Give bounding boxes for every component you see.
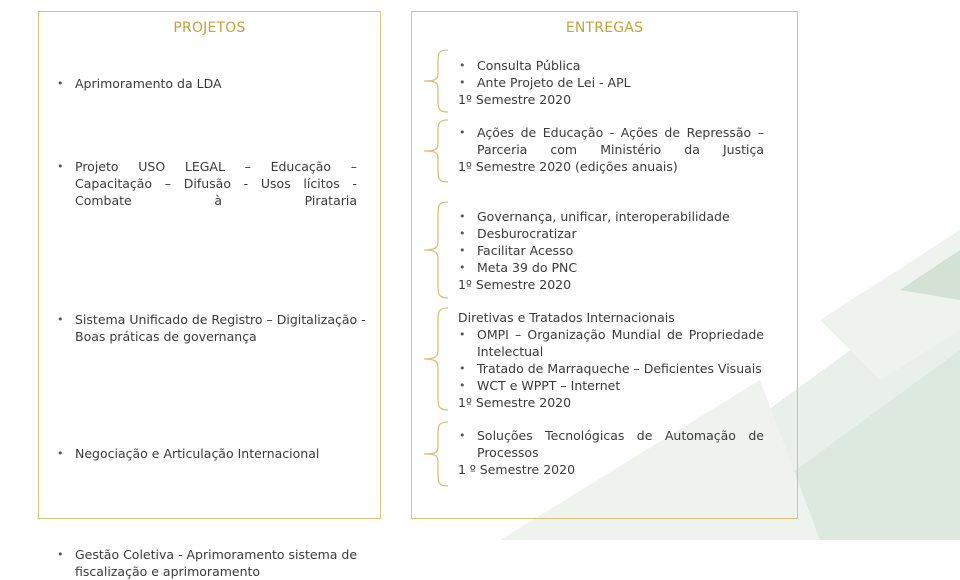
entrega-group-2 — [458, 124, 764, 175]
brace-5 — [420, 420, 450, 488]
projeto-item-1-text: Aprimoramento da LDA — [75, 76, 222, 91]
entrega-1-bullet-2: • Ante Projeto de Lei - APL — [458, 74, 768, 91]
entrega-5-footer: 1 º Semestre 2020 — [458, 462, 576, 477]
brace-3 — [420, 200, 450, 300]
entrega-4-footer: 1º Semestre 2020 — [458, 395, 572, 410]
entrega-group-3 — [458, 208, 768, 293]
entrega-3-footer: 1º Semestre 2020 — [458, 277, 572, 292]
entrega-3-bullet-4: • Meta 39 do PNC — [458, 259, 768, 276]
projeto-item-4 — [56, 445, 375, 462]
projeto-item-3 — [56, 311, 375, 345]
entrega-5-bullet-1: • Soluções Tecnológicas de Automação de Processos — [458, 427, 764, 461]
entrega-4-bullet-2: • Tratado de Marraqueche – Deficientes Visuais — [458, 360, 764, 377]
entrega-2-bullet-1: • Ações de Educação - Ações de Repressão – Parceria com Ministério da Justiça — [458, 124, 764, 158]
entrega-3-bullet-3: • Facilitar Acesso — [458, 242, 768, 259]
brace-1 — [420, 48, 450, 114]
projeto-item-1 — [56, 75, 375, 92]
entregas-title: ENTREGAS — [565, 20, 644, 36]
projeto-item-5 — [56, 546, 375, 580]
entrega-3-bullet-2: • Desburocratizar — [458, 225, 768, 242]
entrega-4-header: Diretivas e Tratados Internacionais — [458, 310, 675, 325]
entrega-3-bullet-1: • Governança, unificar, interoperabilidade — [458, 208, 768, 225]
brace-4 — [420, 306, 450, 412]
entrega-1-bullet-1: • Consulta Pública — [458, 57, 768, 74]
brace-2 — [420, 118, 450, 184]
projeto-item-2-text: Projeto USO LEGAL – Educação – Capacitação – Difusão - Usos lícitos - Combate à Pirataria — [75, 159, 357, 208]
projetos-title: PROJETOS — [173, 20, 246, 36]
entrega-group-4 — [458, 309, 764, 411]
projeto-item-4-text: Negociação e Articulação Internacional — [75, 446, 320, 461]
projeto-item-3-text: Sistema Unificado de Registro – Digitalização - Boas práticas de governança — [75, 312, 366, 344]
entrega-2-footer: 1º Semestre 2020 (edições anuais) — [458, 159, 678, 174]
projeto-item-5-text: Gestão Coletiva - Aprimoramento sistema de fiscalização e aprimoramento — [75, 547, 358, 579]
projeto-item-2 — [56, 158, 357, 209]
entrega-4-bullet-1: • OMPI – Organização Mundial de Propriedade Intelectual — [458, 326, 764, 360]
entrega-4-bullet-3: • WCT e WPPT – Internet — [458, 377, 764, 394]
entrega-1-footer: 1º Semestre 2020 — [458, 92, 572, 107]
entrega-group-1 — [458, 57, 768, 108]
entrega-group-5 — [458, 427, 764, 478]
